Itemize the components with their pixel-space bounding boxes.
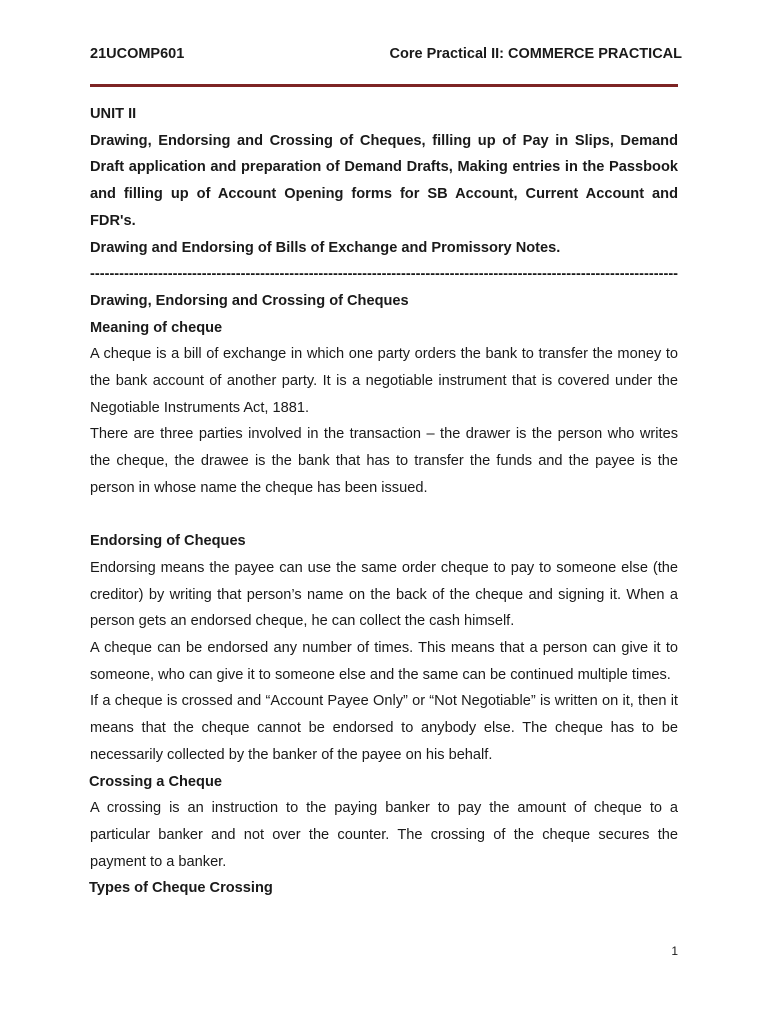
types-heading: Types of Cheque Crossing — [89, 880, 273, 897]
endorsing-paragraph-3: If a cheque is crossed and “Account Payee Only” or “Not Negotiable” is written on it, then it means that the cheque cannot be endorsed to anybody else. The cheque has to be necessarily collected by the banker of the payee on his behalf. — [90, 693, 678, 763]
meaning-paragraph-2: There are three parties involved in the transaction – the drawer is the person who writes the cheque, the drawee is the bank that has to transfer the funds and the payee is the person in whose name the cheque has been issued. — [90, 426, 678, 496]
page-content — [90, 101, 678, 902]
header-rule — [90, 84, 678, 87]
course-code: 21UCOMP601 — [90, 46, 185, 62]
spacer — [90, 502, 678, 529]
main-heading: Drawing, Endorsing and Crossing of Cheques — [90, 292, 409, 309]
course-title: Core Practical II: COMMERCE PRACTICAL — [389, 46, 682, 62]
crossing-paragraph-1: A crossing is an instruction to the paying banker to pay the amount of cheque to a particular banker and not over the counter. The crossing of the cheque secures the payment to a banker. — [90, 800, 678, 870]
unit-topics-2: Drawing and Endorsing of Bills of Exchange and Promissory Notes. — [90, 239, 561, 256]
page-number: 1 — [671, 944, 678, 958]
crossing-heading: Crossing a Cheque — [89, 773, 222, 790]
unit-title: UNIT II — [90, 106, 137, 122]
endorsing-paragraph-1: Endorsing means the payee can use the same order cheque to pay to someone else (the creditor) by writing that person’s name on the back of the cheque and signing it. When a person gets an endorsed cheque, he can collect the cash himself. — [90, 559, 678, 630]
separator-line: ------------------------------------------------------------------------------------------------------------------------- — [90, 266, 678, 283]
endorsing-heading: Endorsing of Cheques — [90, 533, 246, 550]
meaning-heading: Meaning of cheque — [90, 319, 223, 336]
meaning-paragraph-1: A cheque is a bill of exchange in which one party orders the bank to transfer the money to the bank account of another party. It is a negotiable instrument that is covered under the Negotiable Instruments Act, 1881. — [90, 346, 678, 416]
unit-topics: Drawing, Endorsing and Crossing of Cheques, filling up of Pay in Slips, Demand Draft application and preparation of Demand Drafts, Making entries in the Passbook and filling up of Account Opening forms for SB Account, Current Account and FDR's. — [90, 132, 678, 229]
endorsing-paragraph-2: A cheque can be endorsed any number of times. This means that a person can give it to someone, who can give it to someone else and the same can be continued multiple times. — [90, 640, 678, 683]
